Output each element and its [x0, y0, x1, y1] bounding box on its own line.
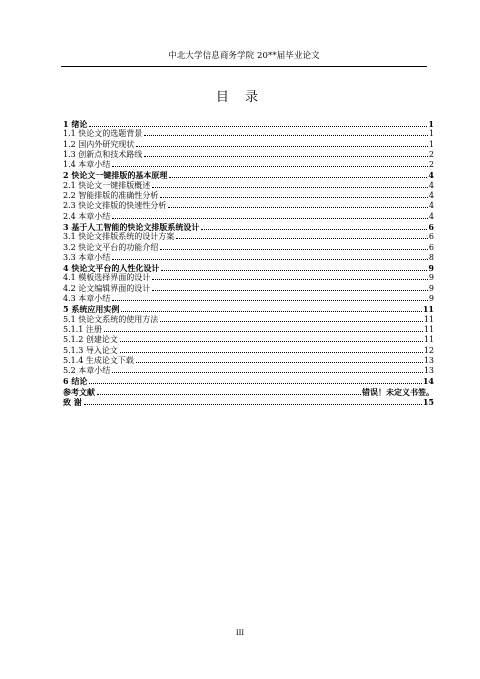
toc-entry[interactable]	[63, 140, 434, 150]
toc-entry-label: 3.3 本章小结	[63, 252, 111, 262]
toc-entry[interactable]	[63, 160, 434, 170]
toc-entry[interactable]	[63, 232, 434, 242]
toc-title: 目 录	[215, 90, 265, 105]
toc-entry-label: 5 系统应用实例	[63, 304, 120, 315]
toc-entry-label: 5.2 本章小结	[63, 366, 111, 376]
toc-entry-label: 2.2 智能排版的准确性分析	[63, 191, 159, 201]
toc-leader-dots	[176, 238, 428, 239]
toc-entry-page: 11	[423, 324, 434, 334]
toc-entry-page: 1	[428, 119, 434, 129]
toc-leader-dots	[120, 341, 423, 342]
toc-entry-label: 2.4 本章小结	[63, 211, 111, 221]
toc-entry-page: 11	[423, 335, 434, 345]
toc-entry[interactable]	[63, 284, 434, 294]
toc-entry-page: 6	[428, 232, 434, 242]
toc-entry-label: 1.2 国内外研究现状	[63, 139, 135, 149]
toc-entry[interactable]	[63, 222, 434, 232]
toc-entry-page: 11	[423, 314, 434, 324]
toc-entry-label: 1.3 创新点和技术路线	[63, 149, 143, 159]
toc-entry[interactable]	[63, 294, 434, 304]
toc-entry-label: 2.1 快论文一键排版概述	[63, 180, 151, 190]
toc-leader-dots	[112, 166, 428, 167]
toc-entry-label: 参考文献	[63, 386, 95, 397]
toc-leader-dots	[160, 321, 423, 322]
toc-leader-dots	[161, 270, 427, 271]
toc-entry-label: 1.1 快论文的选题背景	[63, 129, 143, 139]
toc-leader-dots	[144, 135, 428, 136]
toc-leader-dots	[97, 394, 361, 395]
toc-entry[interactable]	[63, 387, 434, 397]
toc-entry[interactable]	[63, 325, 434, 335]
toc-leader-dots	[104, 331, 423, 332]
toc-entry[interactable]	[63, 129, 434, 139]
toc-entry-label: 3.1 快论文排版系统的设计方案	[63, 232, 175, 242]
toc-leader-dots	[112, 259, 428, 260]
toc-leader-dots	[144, 156, 428, 157]
toc-entry-label: 5.1.4 生成论文下载	[63, 355, 134, 365]
toc-entry-page: 12	[423, 345, 434, 355]
toc-entry-label: 6 结论	[63, 376, 88, 387]
toc-entry[interactable]	[63, 346, 434, 356]
toc-leader-dots	[136, 146, 428, 147]
toc-entry-label: 5.1.2 创建论文	[63, 335, 118, 345]
toc-entry-label: 5.1.3 导入论文	[63, 345, 118, 355]
toc-leader-dots	[168, 207, 428, 208]
toc-entry-page: 9	[428, 294, 434, 304]
toc-entry-label: 4.1 模板选择界面的设计	[63, 273, 151, 283]
toc-entry[interactable]	[63, 376, 434, 386]
toc-leader-dots	[112, 372, 423, 373]
toc-leader-dots	[136, 362, 423, 363]
toc-entry-page: 13	[423, 355, 434, 365]
toc-entry-page: 4	[428, 201, 434, 211]
toc-entry[interactable]	[63, 181, 434, 191]
toc-entry-page: 2	[428, 149, 434, 159]
toc-entry-label: 致 谢	[63, 397, 82, 408]
toc-entry-page: 4	[428, 191, 434, 201]
toc-entry-label: 5.1 快论文系统的使用方法	[63, 314, 159, 324]
toc-entry[interactable]	[63, 191, 434, 201]
toc-entry-label: 5.1.1 注册	[63, 324, 102, 334]
toc-entry-page: 9	[428, 263, 434, 274]
toc-entry-label: 4.3 本章小结	[63, 294, 111, 304]
toc-leader-dots	[169, 177, 427, 178]
toc-entry-label: 3 基于人工智能的快论文排版系统设计	[63, 221, 200, 232]
toc-entry[interactable]	[63, 356, 434, 366]
toc-leader-dots	[112, 300, 428, 301]
toc-entry-page: 6	[428, 242, 434, 252]
toc-entry-page: 9	[428, 273, 434, 283]
toc-entry[interactable]	[63, 304, 434, 314]
toc-entry[interactable]	[63, 335, 434, 345]
toc-leader-dots	[84, 404, 422, 405]
toc-entry[interactable]	[63, 212, 434, 222]
header-rule	[61, 66, 427, 67]
table-of-contents	[63, 119, 434, 407]
toc-entry-page: 8	[428, 252, 434, 262]
toc-entry-page: 14	[422, 376, 434, 387]
toc-entry-page: 1	[428, 139, 434, 149]
toc-leader-dots	[121, 311, 422, 312]
toc-leader-dots	[201, 229, 427, 230]
toc-leader-dots	[160, 197, 428, 198]
toc-entry-page: 15	[422, 397, 434, 408]
toc-entry-label: 1 绪论	[63, 119, 88, 129]
toc-entry[interactable]	[63, 315, 434, 325]
toc-entry-page: 4	[428, 170, 434, 181]
toc-entry-page: 1	[428, 129, 434, 139]
running-header: 中北大学信息商务学院 20**届毕业论文	[168, 51, 320, 61]
toc-entry-page: 4	[428, 180, 434, 190]
toc-entry-page: 9	[428, 283, 434, 293]
toc-entry-label: 2 快论文一键排版的基本原理	[63, 170, 168, 181]
toc-leader-dots	[160, 249, 428, 250]
toc-entry-label: 2.3 快论文排版的快速性分析	[63, 201, 167, 211]
toc-entry-page: 13	[423, 366, 434, 376]
toc-entry[interactable]	[63, 253, 434, 263]
toc-entry-page: 4	[428, 211, 434, 221]
toc-entry[interactable]	[63, 263, 434, 273]
toc-entry[interactable]	[63, 150, 434, 160]
toc-leader-dots	[112, 218, 428, 219]
toc-entry-label: 3.2 快论文平台的功能介绍	[63, 242, 159, 252]
toc-entry[interactable]	[63, 201, 434, 211]
toc-entry[interactable]	[63, 243, 434, 253]
toc-entry-label: 1.4 本章小结	[63, 160, 111, 170]
toc-leader-dots	[89, 383, 422, 384]
toc-entry-label: 4 快论文平台的人性化设计	[63, 263, 160, 274]
toc-leader-dots	[152, 290, 428, 291]
toc-entry[interactable]	[63, 366, 434, 376]
toc-entry-page: 2	[428, 160, 434, 170]
toc-leader-dots	[89, 126, 427, 127]
toc-entry-label: 4.2 论文编辑界面的设计	[63, 283, 151, 293]
toc-leader-dots	[120, 352, 423, 353]
toc-entry-page: 6	[428, 221, 434, 232]
toc-entry[interactable]	[63, 397, 434, 407]
toc-entry-page: 错误！未定义书签。	[362, 386, 434, 397]
page-number: III	[235, 629, 245, 637]
toc-entry[interactable]	[63, 273, 434, 283]
toc-entry-page: 11	[422, 304, 434, 315]
toc-leader-dots	[152, 279, 428, 280]
toc-entry[interactable]	[63, 170, 434, 180]
toc-leader-dots	[152, 187, 428, 188]
toc-entry[interactable]	[63, 119, 434, 129]
